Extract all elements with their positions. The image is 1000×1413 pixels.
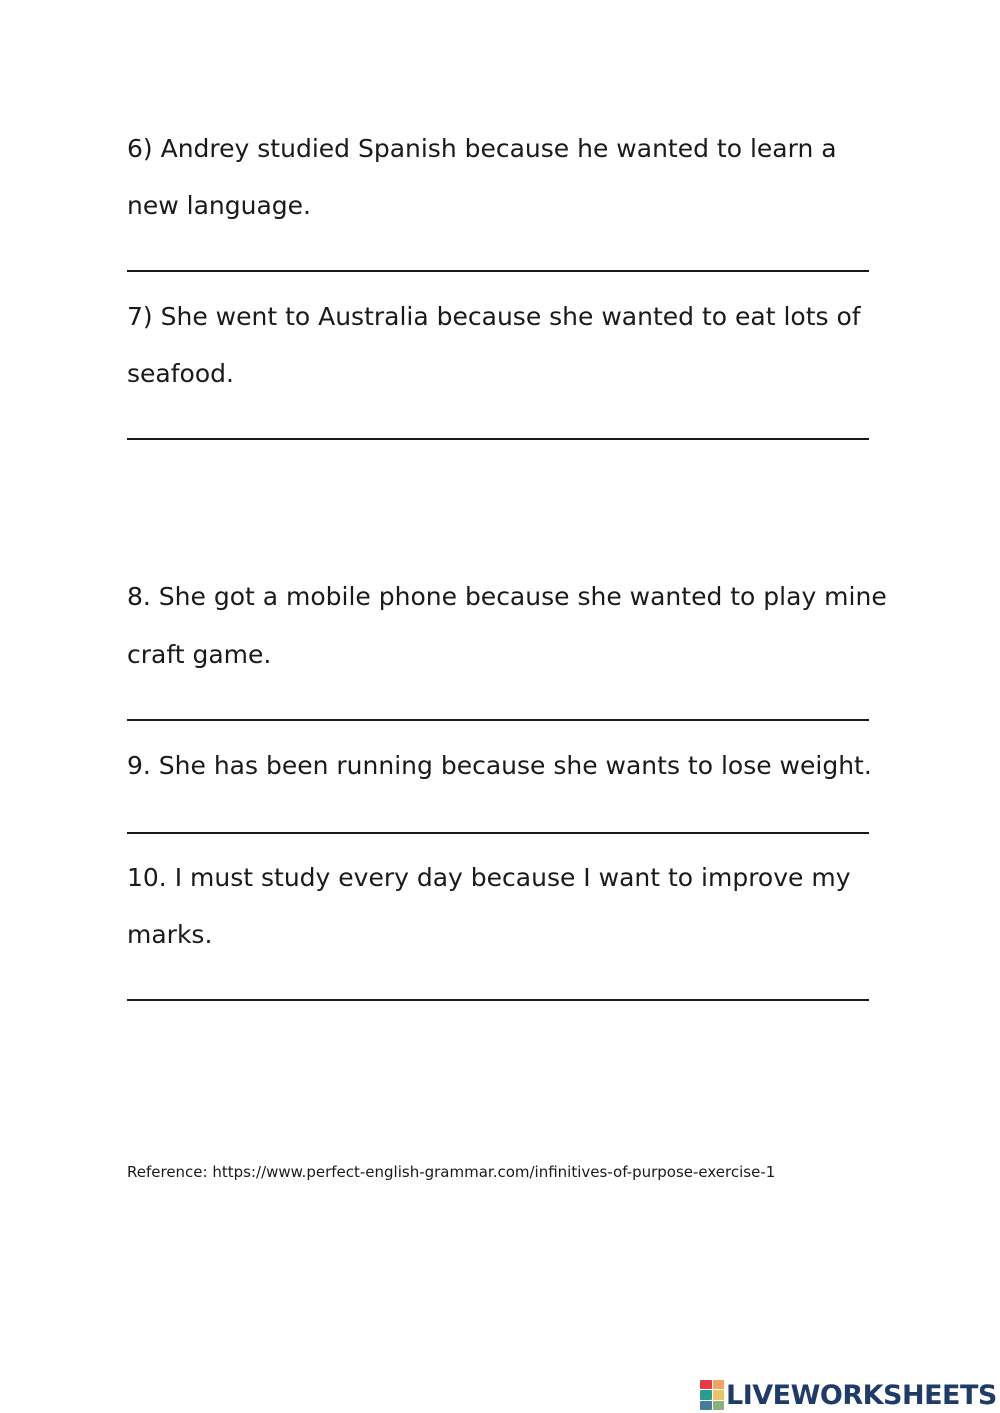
question-7-line-1: 7) She went to Australia because she wanted to eat lots of [127, 302, 861, 331]
answer-line-10[interactable] [127, 999, 869, 1001]
liveworksheets-logo-icon [700, 1380, 724, 1410]
reference-text: Reference: https://www.perfect-english-grammar.com/infinitives-of-purpose-exercise-1 [127, 1163, 776, 1181]
answer-line-8[interactable] [127, 719, 869, 721]
answer-line-6[interactable] [127, 270, 869, 272]
logo-tile [713, 1401, 725, 1410]
brand-name: LIVEWORKSHEETS [726, 1379, 997, 1411]
question-8-line-1: 8. She got a mobile phone because she wanted to play mine [127, 582, 887, 611]
question-10-line-1: 10. I must study every day because I want to improve my [127, 863, 851, 892]
liveworksheets-brand [700, 1378, 997, 1412]
question-8-line-2: craft game. [127, 640, 272, 669]
question-10-line-2: marks. [127, 920, 213, 949]
question-9-line-1: 9. She has been running because she wants to lose weight. [127, 751, 872, 780]
logo-tile [713, 1390, 725, 1399]
question-6-line-2: new language. [127, 191, 311, 220]
answer-line-7[interactable] [127, 438, 869, 440]
question-7-line-2: seafood. [127, 359, 234, 388]
logo-tile [700, 1380, 712, 1389]
question-6-line-1: 6) Andrey studied Spanish because he wanted to learn a [127, 134, 837, 163]
logo-tile [700, 1401, 712, 1410]
answer-line-9[interactable] [127, 832, 869, 834]
logo-tile [713, 1380, 725, 1389]
logo-tile [700, 1390, 712, 1399]
